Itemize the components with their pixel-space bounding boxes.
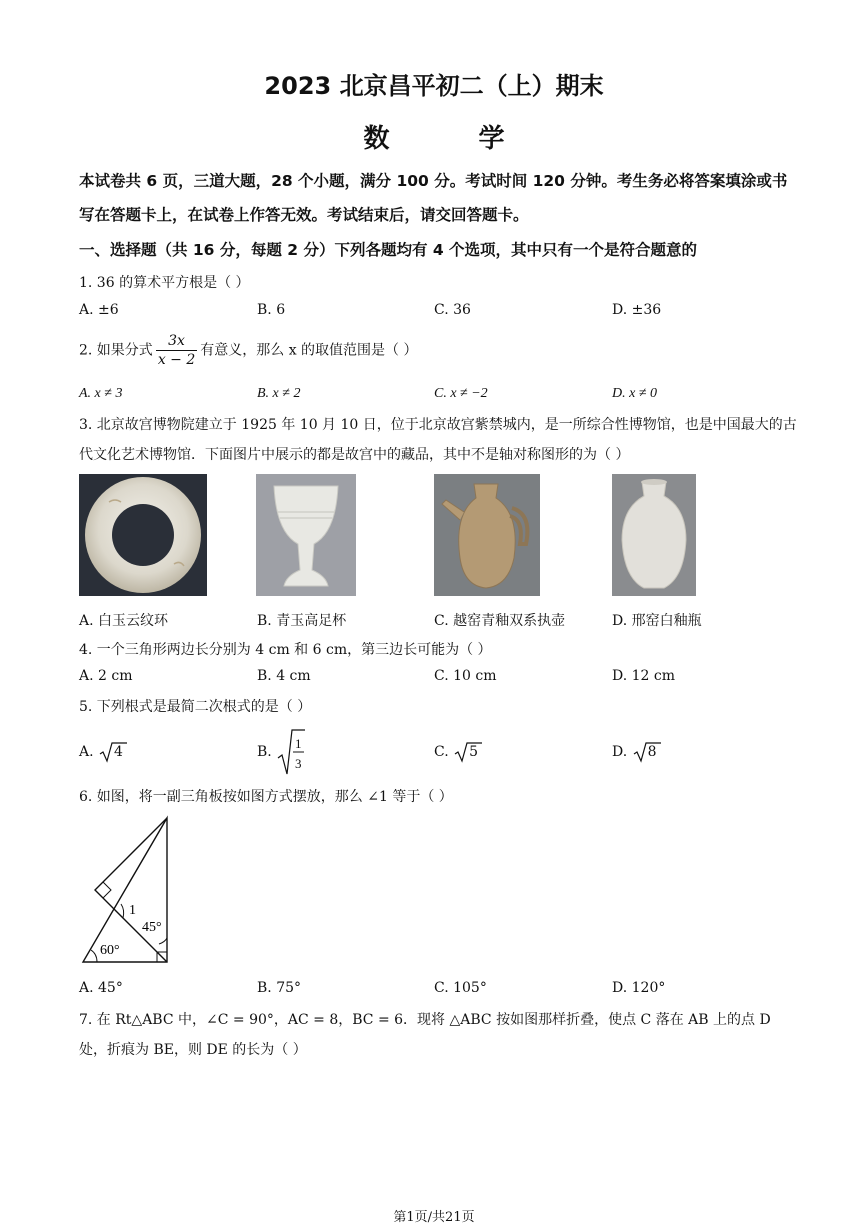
page-footer: 第1页/共21页 [393,1210,475,1225]
subject-title: 数 学 [363,124,545,154]
q1-option-a: A. ±6 [79,302,119,318]
svg-text:3: 3 [295,756,302,771]
sqrt-icon [632,741,662,763]
q5-option-c [434,741,478,763]
exam-instructions: 本试卷共 6 页，三道大题，28 个小题，满分 100 分。考试时间 120 分钟。考生务必将答案填涂或书写在答题卡上，在试卷上作答无效。考试结束后，请交回答题卡。 [79,172,788,224]
q5-option-a [79,741,123,763]
q2-option-a: A. x ≠ 3 [79,386,123,401]
q1-option-c: C. 36 [434,302,471,318]
q2-stem-suffix: 有意义，那么 x 的取值范围是（ ） [200,342,418,359]
q5-option-d-radicand: 8 [647,744,657,760]
q3-option-c: C. 越窑青釉双系执壶 [434,613,566,629]
q1-option-d: D. ±36 [612,302,662,318]
question-5-stem: 5. 下列根式是最简二次根式的是（ ） [79,699,312,715]
q2-fraction-denominator: x − 2 [157,352,196,368]
angle-45-label: 45° [142,920,162,935]
question-7-stem: 7. 在 Rt△ABC 中，∠C = 90°，AC = 8，BC = 6．现将 △ABC 按如图那样折叠，使点 C 落在 AB 上的点 D 处，折痕为 BE，则 DE 的长为（ ） [79,1012,771,1058]
q4-option-d: D. 12 cm [612,668,676,684]
q5-option-a-radicand: 4 [114,744,123,760]
q2-fraction [156,332,197,369]
question-2-stem [79,332,418,369]
q3-option-d: D. 邢窑白釉瓶 [612,613,702,629]
q1-option-b: B. 6 [257,302,286,318]
q2-stem-prefix: 2. 如果分式 [79,342,153,359]
question-4-stem: 4. 一个三角形两边长分别为 4 cm 和 6 cm，第三边长可能为（ ） [79,642,492,658]
q3-option-b: B. 青玉高足杯 [257,613,347,629]
q2-option-c: C. x ≠ −2 [434,386,488,401]
set-square-figure [79,814,179,966]
section-heading: 一、选择题（共 16 分，每题 2 分）下列各题均有 4 个选项，其中只有一个是符合题意的 [79,241,698,259]
q6-option-a: A. 45° [79,980,123,996]
q5-option-b [257,728,306,776]
q2-option-d: D. x ≠ 0 [612,386,658,401]
q5-option-c-radicand: 5 [469,744,479,760]
sqrt-icon [276,728,306,776]
q5-option-d-label: D. [612,744,628,760]
angle-60-label: 60° [100,943,120,958]
q3-option-a: A. 白玉云纹环 [79,613,169,629]
question-1-stem: 1. 36 的算术平方根是（ ） [79,275,250,291]
q5-option-d [612,741,657,763]
question-3-stem: 3. 北京故宫博物院建立于 1925 年 10 月 10 日，位于北京故宫紫禁城内，是一所综合性博物馆，也是中国最大的古代文化艺术博物馆．下面图片中展示的都是故宫中的藏品，其中不是轴对称图形的为（ ） [79,417,797,463]
q2-option-b: B. x ≠ 2 [257,386,301,401]
angle-1-label: 1 [129,903,136,918]
q4-option-a: A. 2 cm [79,668,133,684]
q2-fraction-numerator: 3x [156,332,197,351]
q5-option-b-label: B. [257,744,272,760]
jade-goblet-image [256,474,356,596]
q5-option-a-label: A. [79,744,94,760]
jade-ring-image [79,474,207,596]
q6-option-b: B. 75° [257,980,302,996]
svg-text:1: 1 [295,736,302,751]
q4-option-c: C. 10 cm [434,668,497,684]
q4-option-b: B. 4 cm [257,668,311,684]
white-glazed-vase-image [612,474,696,596]
q6-option-d: D. 120° [612,980,666,996]
celadon-ewer-image [434,474,540,596]
page-title: 2023 北京昌平初二（上）期末 [264,72,604,100]
q5-option-c-label: C. [434,744,449,760]
question-6-stem: 6. 如图，将一副三角板按如图方式摆放，那么 ∠1 等于（ ） [79,789,453,805]
q6-option-c: C. 105° [434,980,487,996]
